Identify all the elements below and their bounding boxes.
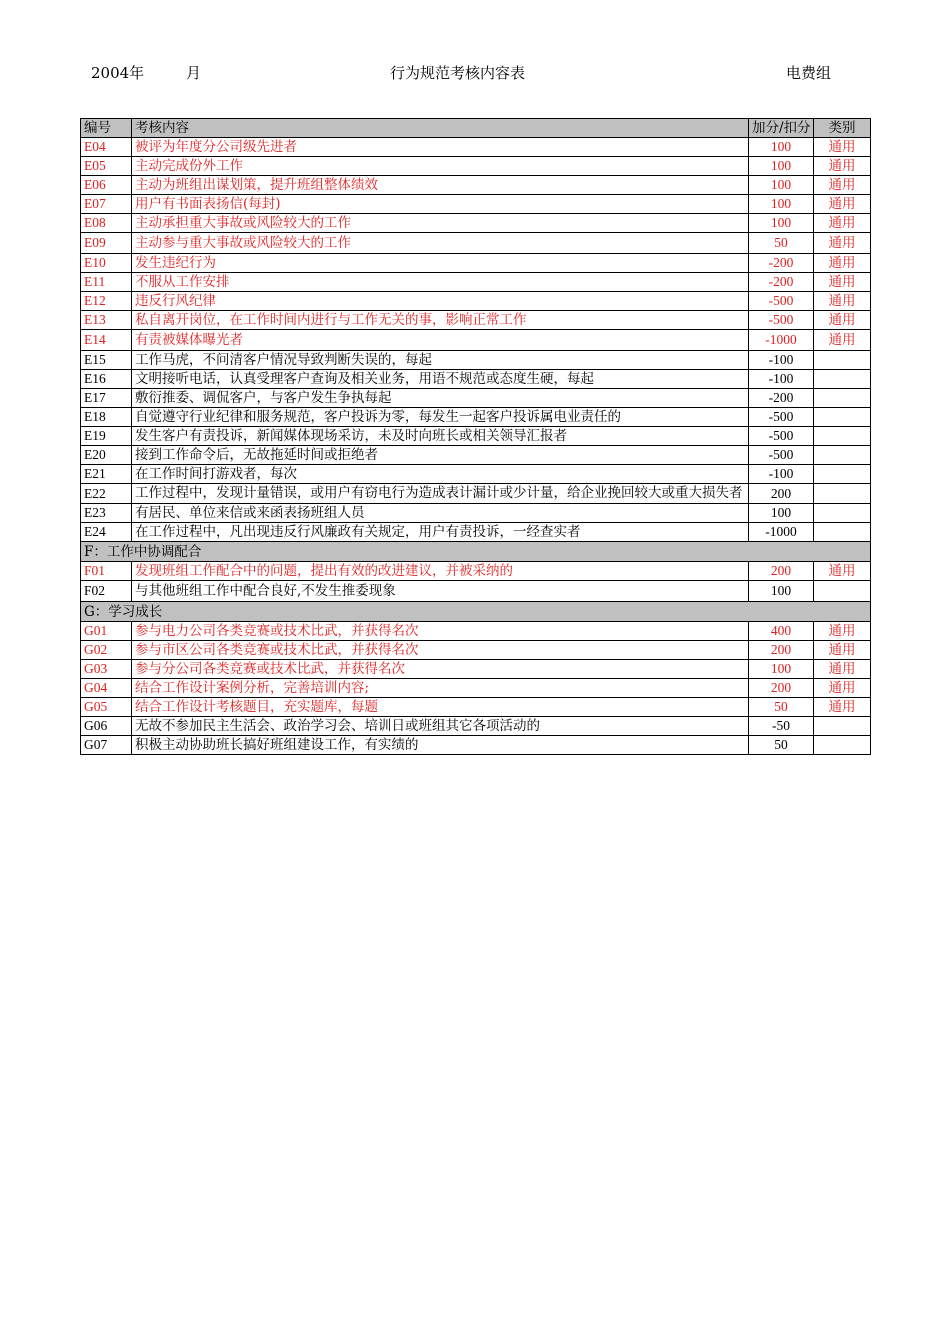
row-category: 通用 [814, 254, 871, 273]
column-header-category: 类别 [814, 119, 871, 138]
row-content: 敷衍推委、调侃客户，与客户发生争执每起 [132, 389, 749, 408]
table-row [81, 214, 871, 233]
row-category [814, 389, 871, 408]
table-row [81, 254, 871, 273]
row-content: 不服从工作安排 [132, 273, 749, 292]
table-row [81, 389, 871, 408]
header-group: 电费组 [786, 64, 832, 82]
row-score: 200 [749, 484, 814, 504]
row-content: 私自离开岗位，在工作时间内进行与工作无关的事，影响正常工作 [132, 311, 749, 330]
row-score: 100 [749, 195, 814, 214]
row-code: G06 [81, 717, 132, 736]
table-row [81, 698, 871, 717]
row-content: 主动完成份外工作 [132, 157, 749, 176]
row-code: E07 [81, 195, 132, 214]
row-score: 100 [749, 581, 814, 602]
row-score: -200 [749, 273, 814, 292]
row-category: 通用 [814, 195, 871, 214]
row-content: 被评为年度分公司级先进者 [132, 138, 749, 157]
row-category [814, 581, 871, 602]
row-score: 100 [749, 176, 814, 195]
header-month: 月 [186, 64, 202, 82]
table-row [81, 622, 871, 641]
row-code: E13 [81, 311, 132, 330]
row-code: E15 [81, 351, 132, 370]
section-label: F：工作中协调配合 [81, 542, 871, 562]
row-content: 在工作时间打游戏者，每次 [132, 465, 749, 484]
row-content: 文明接听电话，认真受理客户查询及相关业务，用语不规范或态度生硬，每起 [132, 370, 749, 389]
table-row [81, 679, 871, 698]
row-content: 结合工作设计考核题目，充实题库，每题 [132, 698, 749, 717]
row-category: 通用 [814, 292, 871, 311]
row-category [814, 484, 871, 504]
column-header-code: 编号 [81, 119, 132, 138]
section-row [81, 542, 871, 562]
row-content: 工作马虎，不问清客户情况导致判断失误的，每起 [132, 351, 749, 370]
row-score: -100 [749, 351, 814, 370]
column-header-score: 加分/扣分 [749, 119, 814, 138]
row-category: 通用 [814, 679, 871, 698]
row-content: 参与分公司各类竞赛或技术比武，并获得名次 [132, 660, 749, 679]
row-category: 通用 [814, 698, 871, 717]
assessment-table [80, 118, 871, 755]
row-code: G04 [81, 679, 132, 698]
row-content: 有责被媒体曝光者 [132, 330, 749, 351]
table-row [81, 581, 871, 602]
table-row [81, 157, 871, 176]
row-score: 50 [749, 233, 814, 254]
section-row [81, 602, 871, 622]
row-code: G01 [81, 622, 132, 641]
row-code: E23 [81, 504, 132, 523]
row-score: -500 [749, 292, 814, 311]
row-score: -500 [749, 446, 814, 465]
row-content: 工作过程中，发现计量错误，或用户有窃电行为造成表计漏计或少计量，给企业挽回较大或重大损失者 [132, 484, 749, 504]
section-label: G：学习成长 [81, 602, 871, 622]
row-score: 100 [749, 157, 814, 176]
row-category [814, 370, 871, 389]
row-content: 主动参与重大事故或风险较大的工作 [132, 233, 749, 254]
table-row [81, 273, 871, 292]
row-code: E20 [81, 446, 132, 465]
row-code: F02 [81, 581, 132, 602]
row-code: G02 [81, 641, 132, 660]
row-content: 发生客户有责投诉，新闻媒体现场采访，未及时向班长或相关领导汇报者 [132, 427, 749, 446]
row-score: -1000 [749, 330, 814, 351]
row-category: 通用 [814, 176, 871, 195]
row-score: 100 [749, 660, 814, 679]
row-score: 50 [749, 698, 814, 717]
row-category [814, 446, 871, 465]
row-code: E09 [81, 233, 132, 254]
row-code: E12 [81, 292, 132, 311]
row-score: 100 [749, 504, 814, 523]
row-category [814, 351, 871, 370]
table-row [81, 736, 871, 755]
table-row [81, 523, 871, 542]
table-row [81, 370, 871, 389]
row-score: -500 [749, 408, 814, 427]
row-score: -1000 [749, 523, 814, 542]
table-row [81, 351, 871, 370]
row-category [814, 408, 871, 427]
row-category: 通用 [814, 214, 871, 233]
row-content: 发现班组工作配合中的问题，提出有效的改进建议，并被采纳的 [132, 562, 749, 581]
row-category: 通用 [814, 641, 871, 660]
row-content: 无故不参加民主生活会、政治学习会、培训日或班组其它各项活动的 [132, 717, 749, 736]
row-code: G05 [81, 698, 132, 717]
row-code: E22 [81, 484, 132, 504]
row-score: -500 [749, 311, 814, 330]
row-content: 积极主动协助班长搞好班组建设工作，有实绩的 [132, 736, 749, 755]
row-code: E11 [81, 273, 132, 292]
header-year: 2004年 [91, 64, 145, 82]
page-title: 行为规范考核内容表 [390, 64, 526, 82]
row-code: E14 [81, 330, 132, 351]
table-row [81, 311, 871, 330]
row-category: 通用 [814, 330, 871, 351]
row-content: 在工作过程中，凡出现违反行风廉政有关规定，用户有责投诉，一经查实者 [132, 523, 749, 542]
row-code: G07 [81, 736, 132, 755]
row-content: 结合工作设计案例分析，完善培训内容; [132, 679, 749, 698]
row-content: 发生违纪行为 [132, 254, 749, 273]
table-row [81, 717, 871, 736]
row-content: 主动承担重大事故或风险较大的工作 [132, 214, 749, 233]
row-category [814, 427, 871, 446]
row-category: 通用 [814, 311, 871, 330]
table-row [81, 562, 871, 581]
row-score: 100 [749, 138, 814, 157]
row-content: 有居民、单位来信或来函表扬班组人员 [132, 504, 749, 523]
row-code: E06 [81, 176, 132, 195]
table-row [81, 176, 871, 195]
table-body [81, 138, 871, 755]
table-row [81, 427, 871, 446]
row-content: 违反行风纪律 [132, 292, 749, 311]
table-row [81, 504, 871, 523]
row-content: 与其他班组工作中配合良好,不发生推委现象 [132, 581, 749, 602]
row-score: 200 [749, 562, 814, 581]
row-category [814, 465, 871, 484]
row-code: E08 [81, 214, 132, 233]
table-row [81, 446, 871, 465]
table-row [81, 233, 871, 254]
row-code: E10 [81, 254, 132, 273]
column-header-content: 考核内容 [132, 119, 749, 138]
row-score: 100 [749, 214, 814, 233]
table-row [81, 641, 871, 660]
table-row [81, 138, 871, 157]
row-score: 200 [749, 641, 814, 660]
row-code: G03 [81, 660, 132, 679]
row-category: 通用 [814, 622, 871, 641]
row-content: 参与市区公司各类竞赛或技术比武，并获得名次 [132, 641, 749, 660]
row-category [814, 736, 871, 755]
row-code: E19 [81, 427, 132, 446]
row-category: 通用 [814, 660, 871, 679]
table-row [81, 195, 871, 214]
row-content: 自觉遵守行业纪律和服务规范，客户投诉为零，每发生一起客户投诉属电业责任的 [132, 408, 749, 427]
table-header-row [81, 119, 871, 138]
row-score: -100 [749, 370, 814, 389]
row-code: E18 [81, 408, 132, 427]
table-row [81, 484, 871, 504]
row-category [814, 717, 871, 736]
row-content: 接到工作命令后，无故拖延时间或拒绝者 [132, 446, 749, 465]
row-score: -200 [749, 389, 814, 408]
row-content: 用户有书面表扬信(每封) [132, 195, 749, 214]
row-score: 200 [749, 679, 814, 698]
table-row [81, 292, 871, 311]
row-score: 400 [749, 622, 814, 641]
row-category: 通用 [814, 138, 871, 157]
row-code: E16 [81, 370, 132, 389]
row-score: -200 [749, 254, 814, 273]
table-row [81, 465, 871, 484]
row-score: -100 [749, 465, 814, 484]
row-category: 通用 [814, 157, 871, 176]
row-code: E04 [81, 138, 132, 157]
row-code: E17 [81, 389, 132, 408]
table-row [81, 660, 871, 679]
row-content: 主动为班组出谋划策，提升班组整体绩效 [132, 176, 749, 195]
row-category [814, 523, 871, 542]
row-code: F01 [81, 562, 132, 581]
row-content: 参与电力公司各类竞赛或技术比武，并获得名次 [132, 622, 749, 641]
row-score: -50 [749, 717, 814, 736]
row-score: -500 [749, 427, 814, 446]
row-category [814, 504, 871, 523]
row-code: E05 [81, 157, 132, 176]
row-score: 50 [749, 736, 814, 755]
row-code: E21 [81, 465, 132, 484]
table-row [81, 330, 871, 351]
row-code: E24 [81, 523, 132, 542]
row-category: 通用 [814, 273, 871, 292]
row-category: 通用 [814, 233, 871, 254]
table-row [81, 408, 871, 427]
row-category: 通用 [814, 562, 871, 581]
